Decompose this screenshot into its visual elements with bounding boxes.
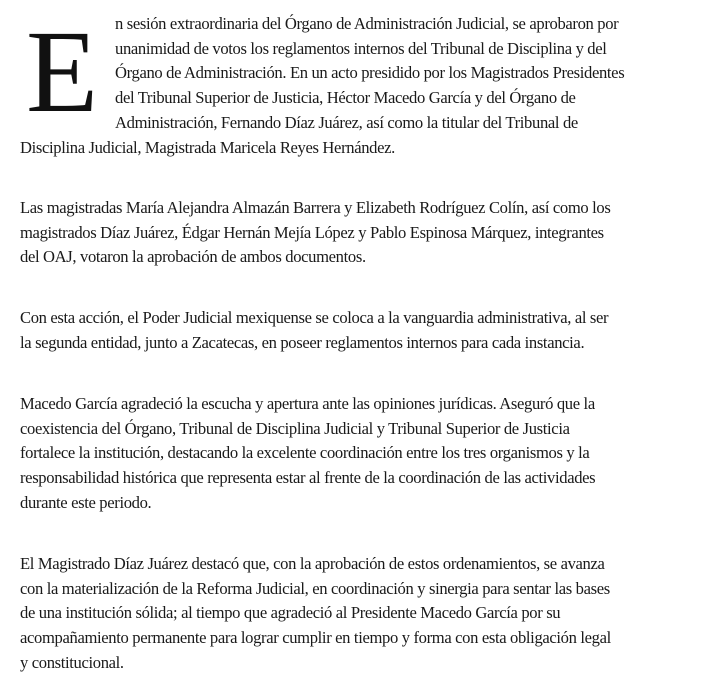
- paragraph-line: Administración, Fernando Díaz Juárez, así como la titular del Tribunal de: [115, 112, 578, 132]
- paragraph-5: [20, 552, 611, 676]
- paragraph-line: Con esta acción, el Poder Judicial mexiquense se coloca a la vanguardia administrativa, al ser: [20, 308, 609, 327]
- paragraph-line: responsabilidad histórica que representa estar al frente de la coordinación de las actividades: [20, 468, 596, 488]
- paragraph-4: [20, 392, 595, 516]
- paragraph-line: El Magistrado Díaz Juárez destacó que, con la aprobación de estos ordenamientos, se avanza: [20, 554, 605, 573]
- paragraph-line: de una institución sólida; al tiempo que agradeció al Presidente Macedo García por su: [20, 603, 561, 623]
- paragraph-line: del Tribunal Superior de Justicia, Héctor Macedo García y del Órgano de: [115, 88, 576, 108]
- paragraph-2: [20, 196, 610, 270]
- paragraph-line: con la materialización de la Reforma Judicial, en coordinación y sinergia para sentar las bases: [20, 578, 610, 598]
- paragraph-line: magistrados Díaz Juárez, Édgar Hernán Mejía López y Pablo Espinosa Márquez, integrantes: [20, 222, 604, 242]
- paragraph-line: n sesión extraordinaria del Órgano de Administración Judicial, se aprobaron por: [115, 14, 619, 33]
- paragraph-line: unanimidad de votos los reglamentos internos del Tribunal de Disciplina y del: [115, 38, 607, 58]
- paragraph-line: la segunda entidad, junto a Zacatecas, en poseer reglamentos internos para cada instancia.: [20, 332, 585, 352]
- paragraph-3: [20, 306, 608, 355]
- drop-cap: E: [26, 6, 99, 137]
- paragraph-line: durante este periodo.: [20, 492, 152, 512]
- paragraph-line: Órgano de Administración. En un acto presidido por los Magistrados Presidentes: [115, 63, 625, 83]
- paragraph-line: Las magistradas María Alejandra Almazán Barrera y Elizabeth Rodríguez Colín, así como los: [20, 198, 611, 217]
- paragraph-line: y constitucional.: [20, 652, 124, 672]
- paragraph-1: [20, 6, 625, 160]
- paragraph-line: del OAJ, votaron la aprobación de ambos documentos.: [20, 247, 366, 267]
- paragraph-line: Macedo García agradeció la escucha y apertura ante las opiniones jurídicas. Aseguró que la: [20, 394, 595, 413]
- paragraph-line: Disciplina Judicial, Magistrada Maricela Reyes Hernández.: [20, 137, 395, 157]
- paragraph-line: coexistencia del Órgano, Tribunal de Disciplina Judicial y Tribunal Superior de Justicia: [20, 418, 570, 438]
- paragraph-line: acompañamiento permanente para lograr cumplir en tiempo y forma con esta obligación legal: [20, 628, 611, 648]
- paragraph-line: fortalece la institución, destacando la excelente coordinación entre los tres organismos y la: [20, 443, 590, 463]
